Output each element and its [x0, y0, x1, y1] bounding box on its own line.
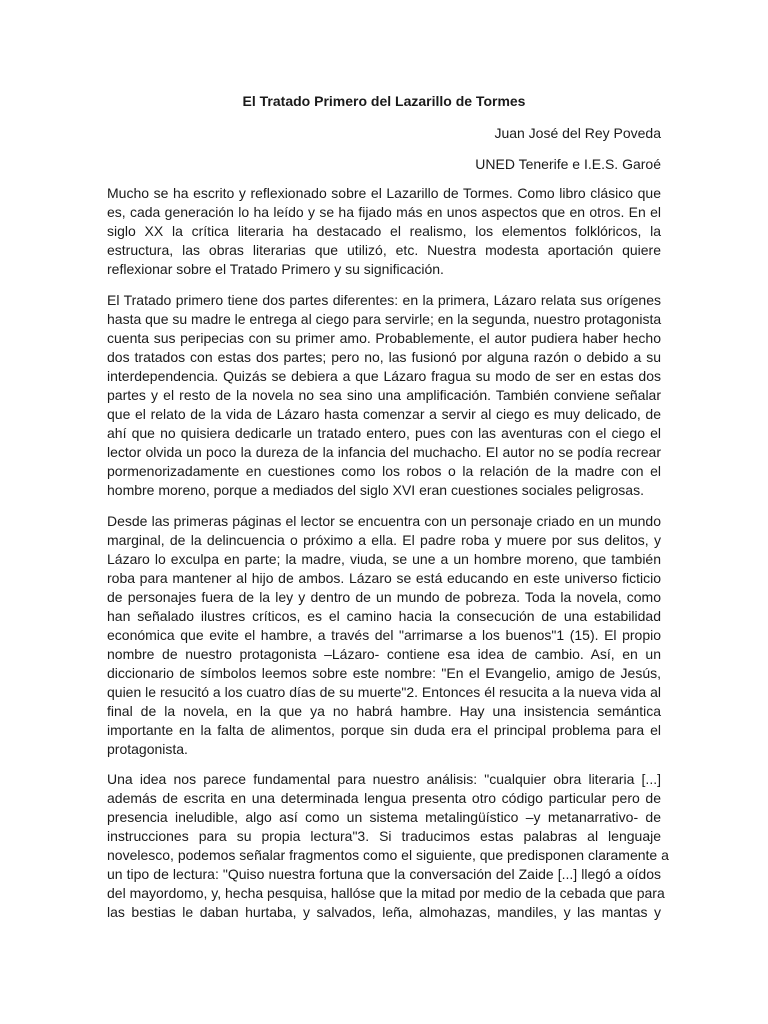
text-line: económica que evite el hambre, a través del "arrimarse a los buenos"1 (15). El propio	[107, 627, 661, 643]
text-line: además de escrita en una determinada lengua presenta otro código particular pero de	[107, 790, 661, 806]
text-line: estructura, las obras literarias que utilizó, etc. Nuestra modesta aportación quiere	[107, 242, 661, 258]
text-line: hasta que su madre le entrega al ciego para servirle; en la segunda, nuestro protagonista	[107, 311, 662, 327]
text-line: Lázaro lo exculpa en parte; la madre, viuda, se une a un hombre moreno, que también	[107, 551, 661, 567]
text-line: lector olvida un poco la dureza de la infancia del muchacho. El autor no se podía recrear	[107, 444, 661, 460]
text-line: Una idea nos parece fundamental para nuestro análisis: "cualquier obra literaria [...]	[107, 771, 661, 787]
text-line: importante en la falta de alimentos, porque sin duda era el principal problema para el	[107, 722, 661, 738]
text-line: hombre moreno, porque a mediados del siglo XVI eran cuestiones sociales peligrosas.	[107, 482, 644, 498]
text-line: roba para mantener al hijo de ambos. Lázaro se está educando en este universo ficticio	[107, 570, 661, 586]
text-line: marginal, de la delincuencia o próximo a ella. El padre roba y muere por sus delitos, y	[107, 532, 661, 548]
text-line: presencia ineludible, algo así como un sistema metalingüístico –y metanarrativo- de	[107, 809, 661, 825]
text-line: instrucciones para su propia lectura"3. Si traducimos estas palabras al lenguaje	[107, 828, 661, 844]
text-line: las bestias le daban hurtaba, y salvados, leña, almohazas, mandiles, y las mantas y	[107, 904, 661, 920]
text-line: El Tratado primero tiene dos partes diferentes: en la primera, Lázaro relata sus orígenes	[107, 292, 661, 308]
text-line: reflexionar sobre el Tratado Primero y su significación.	[107, 261, 444, 277]
text-line: del mayordomo, y, hecha pesquisa, hallóse que la mitad por medio de la cebada que para	[107, 885, 665, 901]
text-line: cuenta sus peripecias con su primer amo. Probablemente, el autor pudiera haber hecho	[107, 330, 661, 346]
paragraph-2	[107, 291, 661, 500]
paragraph-1	[107, 184, 661, 279]
text-line: es, cada generación lo ha leído y se ha fijado más en unos aspectos que en otros. En el	[107, 204, 661, 220]
text-line: partes y el resto de la novela no sea sino una amplificación. También conviene señalar	[107, 387, 661, 403]
text-line: protagonista.	[107, 741, 188, 757]
text-line: final de la novela, en la que ya no habrá hambre. Hay una insistencia semántica	[107, 703, 661, 719]
text-line: un tipo de lectura: "Quiso nuestra fortuna que la conversación del Zaide [...] llegó a oídos	[107, 866, 661, 882]
text-line: novelesco, podemos señalar fragmentos como el siguiente, que predisponen claramente a	[107, 847, 669, 863]
text-line: Desde las primeras páginas el lector se encuentra con un personaje criado en un mundo	[107, 513, 661, 529]
text-line: han señalado ilustres críticos, es el camino hacia la consecución de una estabilidad	[107, 608, 661, 624]
text-line: ahí que no quisiera dedicarle un tratado entero, pues con las aventuras con el ciego el	[107, 425, 661, 441]
document-title: El Tratado Primero del Lazarillo de Tormes	[242, 93, 526, 109]
text-line: de personajes fuera de la ley y dentro de un mundo de pobreza. Toda la novela, como	[107, 589, 661, 605]
text-line: dos tratados con estas dos partes; pero no, las fusionó por alguna razón o debido a su	[107, 349, 661, 365]
author-affiliation: UNED Tenerife e I.E.S. Garoé	[475, 156, 661, 172]
text-line: siglo XX la crítica literaria ha destacado el realismo, los elementos folklóricos, la	[107, 223, 661, 239]
text-line: que el relato de la vida de Lázaro hasta comenzar a servir al ciego es muy delicado, de	[107, 406, 661, 422]
author-name: Juan José del Rey Poveda	[494, 125, 661, 141]
paragraph-3	[107, 512, 661, 759]
text-line: quien le resucitó a los cuatro días de su muerte"2. Entonces él resucita a la nueva vida al	[107, 684, 661, 700]
text-line: interdependencia. Quizás se debiera a que Lázaro fragua su modo de ser en estas dos	[107, 368, 661, 384]
text-line: pormenorizadamente en cuestiones como los robos o la relación de la madre con el	[107, 463, 661, 479]
paragraph-4	[107, 770, 669, 922]
text-line: diccionario de símbolos leemos sobre este nombre: "En el Evangelio, amigo de Jesús,	[107, 665, 661, 681]
text-line: nombre de nuestro protagonista –Lázaro- contiene esa idea de cambio. Así, en un	[107, 646, 661, 662]
text-line: Mucho se ha escrito y reflexionado sobre el Lazarillo de Tormes. Como libro clásico que	[107, 185, 661, 201]
